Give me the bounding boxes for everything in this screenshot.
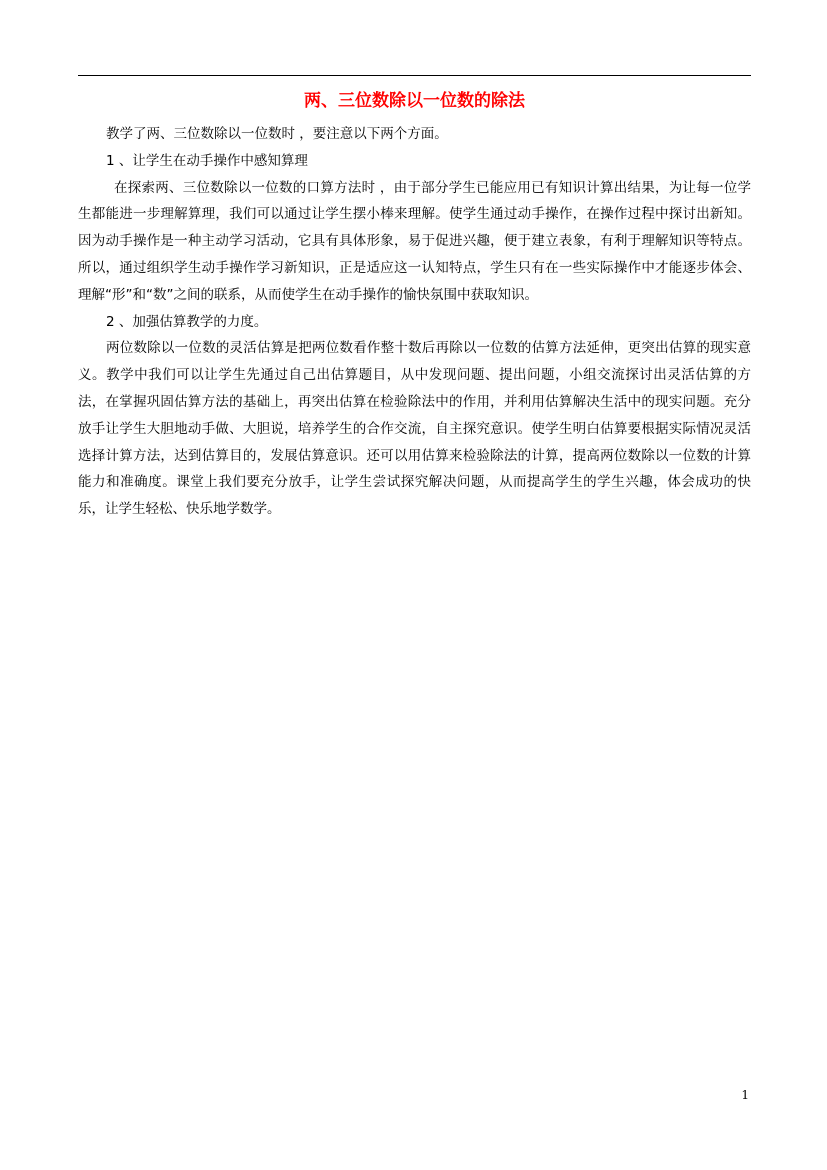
section-2-body: 两位数除以一位数的灵活估算是把两位数看作整十数后再除以一位数的估算方法延伸，更突出估算的现实意义。教学中我们可以让学生先通过自己出估算题目，从中发现问题、提出问题，小组交流探讨出灵活估算的方法，在掌握巩固估算方法的基础上，再突出估算在检验除法中的作用，并利用估算解决生活中的现实问题。充分放手让学生大胆地动手做、大胆说，培养学生的合作交流，自主探究意识。使学生明白估算要根据实际情况灵活选择计算方法，达到估算目的，发展估算意识。还可以用估算来检验除法的计算，提高两位数除以一位数的计算能力和准确度。课堂上我们要充分放手，让学生尝试探究解决问题，从而提高学生的学生兴趣，体会成功的快乐，让学生轻松、快乐地学数学。 [78,340,751,518]
document-title: 两、三位数除以一位数的除法 [304,91,525,111]
section-2-heading: 2 、加强估算教学的力度。 [106,313,268,330]
document-body [78,86,751,523]
header-rule [78,75,751,76]
intro-paragraph: 教学了两、三位数除以一位数时 ，要注意以下两个方面。 [106,126,448,142]
page-number: 1 [741,1088,749,1102]
section-1-heading: 1 、让学生在动手操作中感知算理 [106,152,308,169]
section-1-body: 在探索两、三位数除以一位数的口算方法时 ，由于部分学生已能应用已有知识计算出结果，为让每一位学生都能进一步理解算理，我们可以通过让学生摆小棒来理解。使学生通过动手操作，在操作过程中探讨出新知。因为动手操作是一种主动学习活动，它具有具体形象，易于促进兴趣，便于建立表象，有利于理解知识等特点。所以，通过组织学生动手操作学习新知识，正是适应这一认知特点，学生只有在一些实际操作中才能逐步体会、理解“形”和“数”之间的联系，从而使学生在动手操作的愉快氛围中获取知识。 [78,179,751,303]
